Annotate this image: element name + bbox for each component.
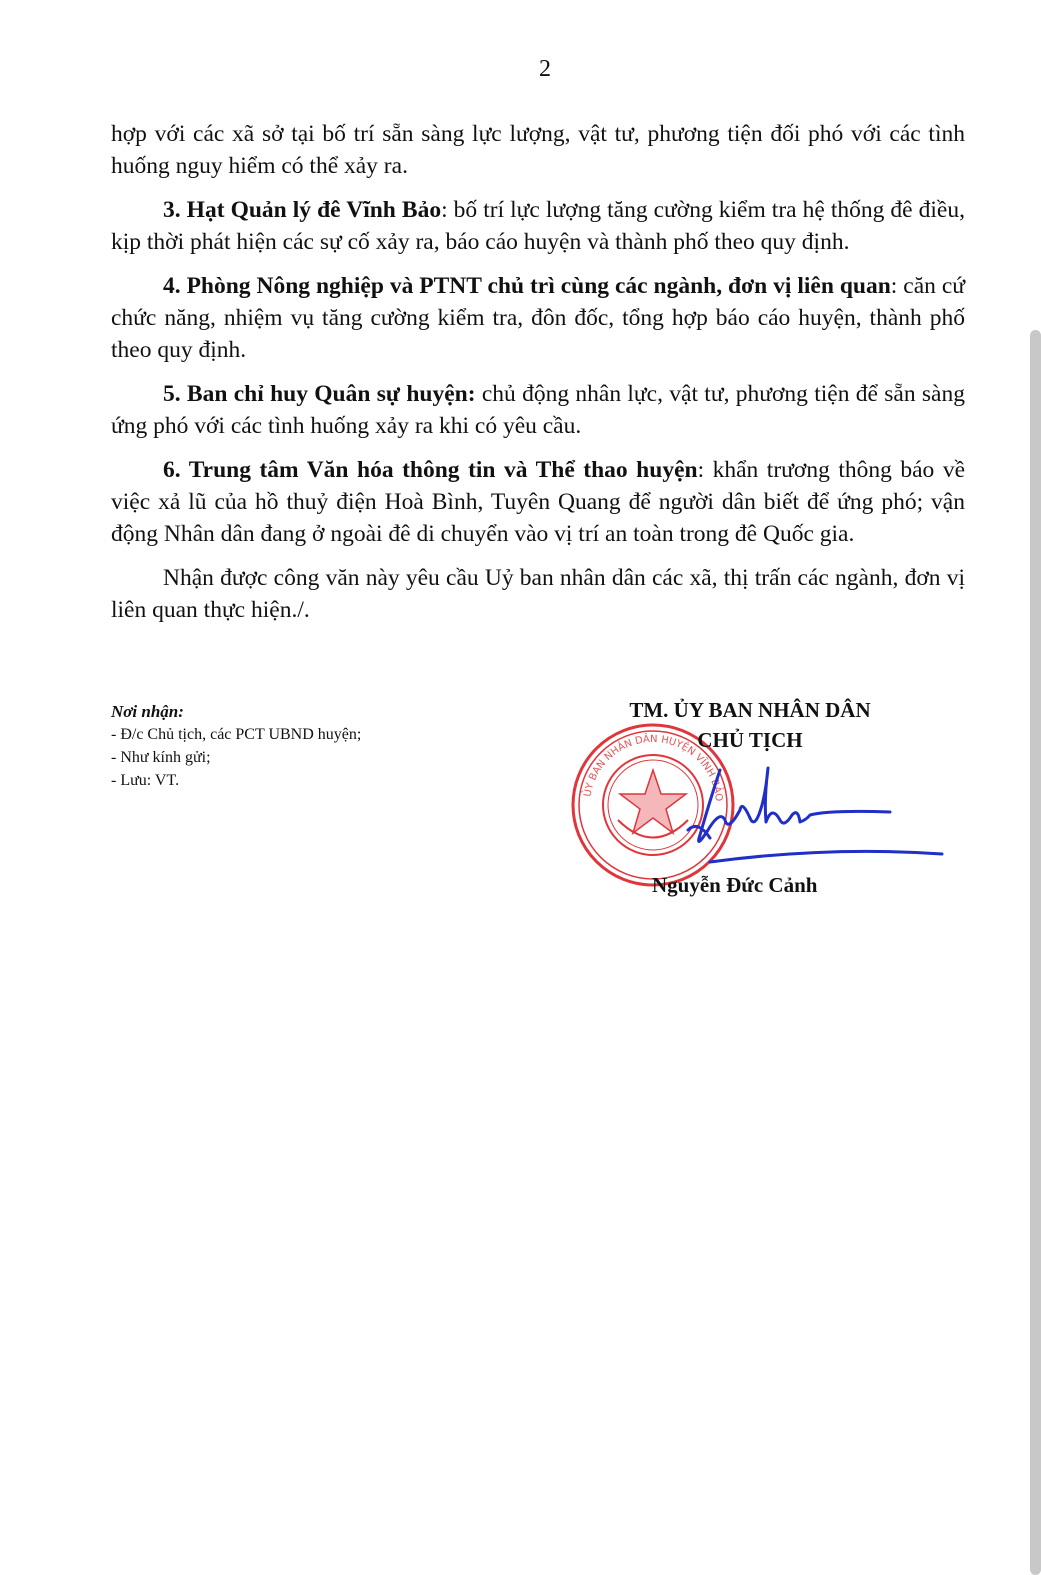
svg-text:ỦY BAN NHÂN DÂN HUYỆN VĨNH BẢO: ỦY BAN NHÂN DÂN HUYỆN VĨNH BẢO: [582, 733, 724, 802]
item-5-text: chủ động nhân lực, vật tư, phương tiện để sẵn sàng ứng phó với các tình huống xảy ra khi có yêu cầu.: [111, 381, 965, 439]
paragraph-item-5: [111, 378, 965, 442]
paragraph-item-6: [111, 454, 965, 550]
recipient-item: - Đ/c Chủ tịch, các PCT UBND huyện;: [111, 726, 362, 743]
paragraph-item-4: [111, 270, 965, 366]
document-body: [111, 118, 965, 638]
item-4-heading: 4. Phòng Nông nghiệp và PTNT chủ trì cùng các ngành, đơn vị liên quan: [163, 273, 891, 299]
paragraph-closing: Nhận được công văn này yêu cầu Uỷ ban nhân dân các xã, thị trấn các ngành, đơn vị liên quan thực hiện./.: [111, 565, 965, 623]
signer-name: Nguyễn Đức Cảnh: [652, 873, 818, 897]
item-3-text: : bố trí lực lượng tăng cường kiểm tra hệ thống đê điều, kịp thời phát hiện các sự cố xảy ra, báo cáo huyện và thành phố theo quy định.: [111, 197, 965, 255]
item-6-text: : khẩn trương thông báo về việc xả lũ của hồ thuỷ điện Hoà Bình, Tuyên Quang để người dân biết để ứng phó; vận động Nhân dân đang ở ngoài đê di chuyển vào vị trí an toàn trong đê Quốc gia.: [111, 457, 965, 547]
recipient-item: - Như kính gửi;: [111, 749, 211, 766]
item-6-heading: 6. Trung tâm Văn hóa thông tin và Thể thao huyện: [163, 457, 698, 483]
item-4-text: : căn cứ chức năng, nhiệm vụ tăng cường kiểm tra, đôn đốc, tổng hợp báo cáo huyện, thành phố theo quy định.: [111, 273, 965, 363]
signer-org: TM. ỦY BAN NHÂN DÂN: [629, 698, 871, 722]
signer-title: CHỦ TỊCH: [697, 728, 803, 752]
recipient-item: - Lưu: VT.: [111, 772, 180, 789]
item-3-heading: 3. Hạt Quản lý đê Vĩnh Bảo: [163, 197, 442, 223]
page-number: 2: [539, 56, 551, 82]
scrollbar[interactable]: [1030, 330, 1041, 1575]
recipients-block: [111, 700, 361, 792]
paragraph-continuation: hợp với các xã sở tại bố trí sẵn sàng lực lượng, vật tư, phương tiện đối phó với các tình huống nguy hiểm có thể xảy ra.: [111, 121, 965, 179]
item-5-heading: 5. Ban chỉ huy Quân sự huyện:: [163, 381, 476, 407]
paragraph-item-3: [111, 194, 965, 258]
recipients-title: Nơi nhận:: [111, 702, 184, 721]
handwritten-signature-icon: [680, 760, 960, 870]
